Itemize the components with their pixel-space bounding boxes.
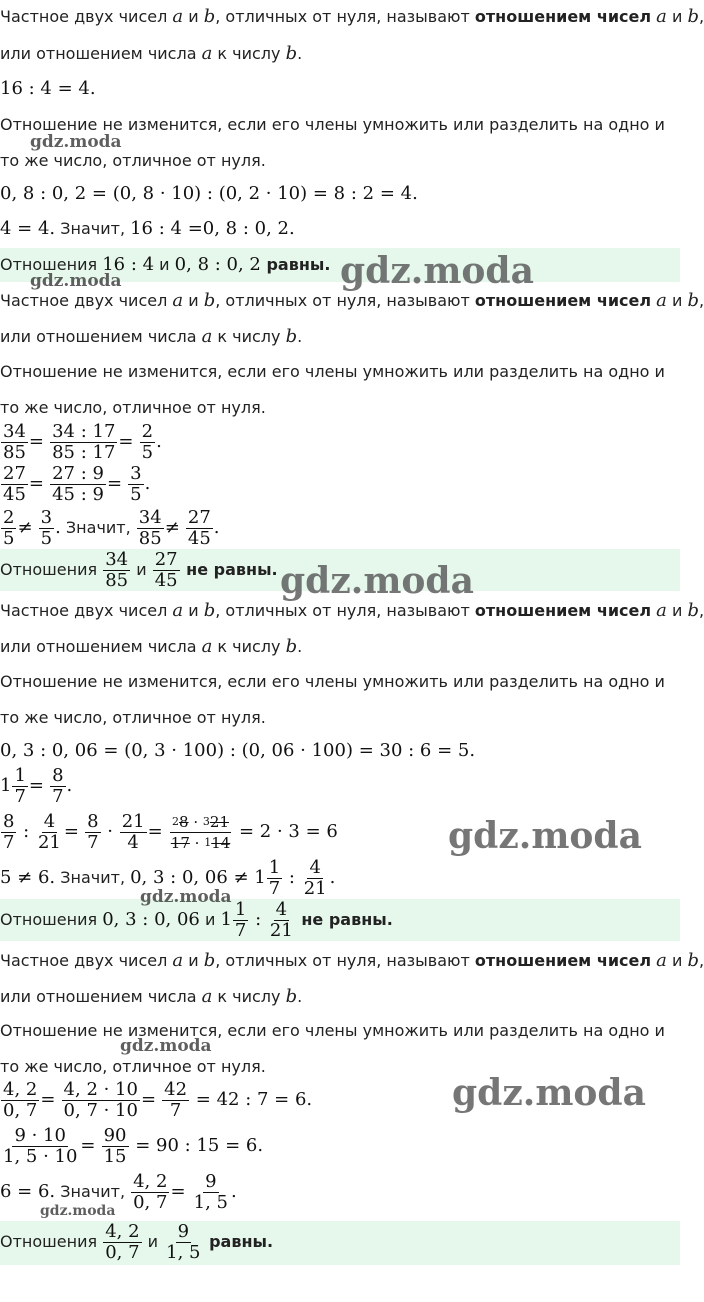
definition-line-2: или отношением числа a к числу b. — [0, 326, 303, 347]
property-line-1: Отношение не изменится, если его члены умножить или разделить на одно и — [0, 115, 665, 134]
s1-eq2: 0, 8 : 0, 2 = (0, 8 · 10) : (0, 2 · 10) = 8 : 2 = 4. — [0, 183, 418, 204]
property-line-1: Отношение не изменится, если его члены умножить или разделить на одно и — [0, 1021, 665, 1040]
s1-eq3: 4 = 4. Значит, 16 : 4 =0, 8 : 0, 2. — [0, 218, 295, 239]
s4-eq2: $\frac{9 \cdot 10}{1, 5 \cdot 10}$ = $\frac{90}{15}$ = 90 : 15 = 6. — [3, 1125, 264, 1167]
definition-line-1: Частное двух чисел a и b, отличных от нуля, называют отношением чисел a и b, — [0, 6, 704, 27]
watermark: gdz.moda — [452, 1072, 646, 1114]
property-line-1: Отношение не изменится, если его члены умножить или разделить на одно и — [0, 362, 665, 381]
watermark: gdz.moda — [30, 132, 122, 152]
property-line-2: то же число, отличное от нуля. — [0, 151, 266, 170]
watermark: gdz.moda — [140, 887, 232, 907]
watermark: gdz.moda — [120, 1036, 212, 1056]
s2-answer: Отношения $\frac{34}{85}$ и $\frac{27}{45}$ не равны. — [0, 549, 278, 591]
s1-answer: Отношения 16 : 4 и 0, 8 : 0, 2 равны. — [0, 254, 331, 275]
s3-answer: Отношения 0, 3 : 0, 06 и 1 $\frac{1}{7}$ : $\frac{4}{21}$ не равны. — [0, 899, 393, 941]
definition-line-1: Частное двух чисел a и b, отличных от нуля, называют отношением чисел a и b, — [0, 950, 704, 971]
s2-eq2: $\frac{27}{45}$ = $\frac{27 : 9}{45 : 9}$ = $\frac{3}{5}$ . — [3, 463, 151, 505]
watermark: gdz.moda — [448, 815, 642, 857]
s4-eq1: $\frac{4, 2}{0, 7}$ = $\frac{4, 2 \cdot 10}{0, 7 \cdot 10}$ = $\frac{42}{7}$ = 42 : 7 = 6. — [3, 1079, 313, 1121]
definition-line-2: или отношением числа a к числу b. — [0, 43, 303, 64]
property-line-2: то же число, отличное от нуля. — [0, 398, 266, 417]
s2-eq3: $\frac{2}{5}$ ≠ $\frac{3}{5}$ . Значит, $\frac{34}{85}$ ≠ $\frac{27}{45}$ . — [3, 507, 220, 549]
watermark: gdz.moda — [30, 271, 122, 291]
s4-answer: Отношения $\frac{4, 2}{0, 7}$ и $\frac{9}{1, 5}$ равны. — [0, 1221, 274, 1263]
watermark: gdz.moda — [340, 250, 534, 292]
property-line-2: то же число, отличное от нуля. — [0, 1057, 266, 1076]
property-line-2: то же число, отличное от нуля. — [0, 708, 266, 727]
watermark: gdz.moda — [40, 1203, 116, 1219]
watermark: gdz.moda — [280, 560, 474, 602]
s3-eq2: 1 $\frac{1}{7}$ = $\frac{8}{7}$ . — [0, 765, 73, 807]
s3-eq3: $\frac{8}{7}$ : $\frac{4}{21}$ = $\frac{8}{7}$ · $\frac{21}{4}$ = $\frac{^28 \cdot ^321}{17 \cdot ^114}$ = 2 · 3 = 6 — [3, 811, 338, 853]
s3-eq1: 0, 3 : 0, 06 = (0, 3 · 100) : (0, 06 · 100) = 30 : 6 = 5. — [0, 740, 476, 761]
s2-eq1: $\frac{34}{85}$ = $\frac{34 : 17}{85 : 17}$ = $\frac{2}{5}$ . — [3, 421, 162, 463]
definition-line-2: или отношением числа a к числу b. — [0, 636, 303, 657]
definition-line-1: Частное двух чисел a и b, отличных от нуля, называют отношением чисел a и b, — [0, 290, 704, 311]
s3-eq4: 5 ≠ 6. Значит, 0, 3 : 0, 06 ≠ 1 $\frac{1}{7}$ : $\frac{4}{21}$ . — [0, 857, 336, 899]
property-line-1: Отношение не изменится, если его члены умножить или разделить на одно и — [0, 672, 665, 691]
definition-line-2: или отношением числа a к числу b. — [0, 986, 303, 1007]
s1-eq1: 16 : 4 = 4. — [0, 78, 96, 99]
s4-eq3: 6 = 6. Значит, $\frac{4, 2}{0, 7}$ = $\frac{9}{1, 5}$ . — [0, 1171, 237, 1213]
definition-line-1: Частное двух чисел a и b, отличных от нуля, называют отношением чисел a и b, — [0, 600, 704, 621]
